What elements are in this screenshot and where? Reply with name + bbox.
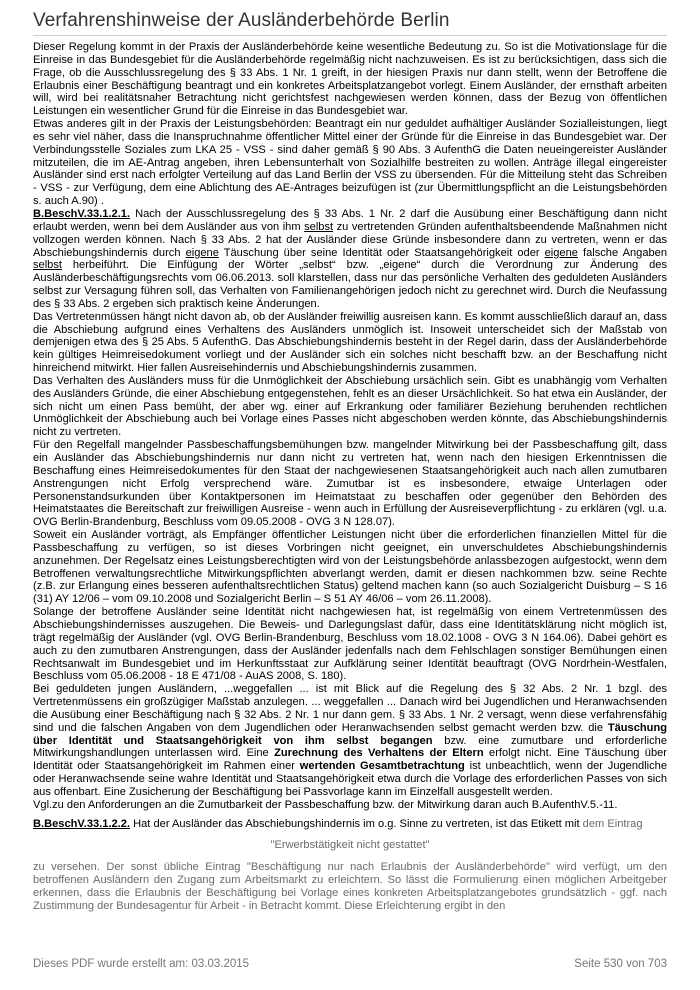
paragraph-6: Für den Regelfall mangelnder Passbeschaffungsbemühungen bzw. mangelnder Mitwirkung bei der Passbeschaffung gilt, dass ein Ausländer das Abschiebungshindernis nur dann nicht zu vertreten hat, wenn nach den hiesigen Erkenntnissen die Beschaffung eines Heimreisedokumentes für den Staat der nachgewiesenen Staatsangehörigkeit auch nach allen zumutbaren Anstrengungen nicht Erfolg versprechend wäre. Zumutbar ist es insbesondere, etwaige Unterlagen oder Personenstandsurkunden über Kontaktpersonen im Heimatstaat zu beschaffen oder gegenüber den Behörden des Heimatstaates die Bereitschaft zur freiwilligen Ausreise - wenn auch in Erfüllung der Ausreiseverpflichtung - zu erklären (vgl. u.a. OVG Berlin-Brandenburg, Beschluss vom 09.05.2008 - OVG 3 N 128.07). bbox=[33, 439, 667, 529]
paragraph-9: Bei geduldeten jungen Ausländern, ...weggefallen ... ist mit Blick auf die Regelung des § 32 Abs. 2 Nr. 1 bzgl. des Vertretenmüssens ein großzügiger Maßstab anzulegen. ... weggefallen ... Danach wird bei Jugendlichen und Heranwachsenden die Ausübung einer Beschäftigung nach § 32 Abs. 2 Nr. 1 nur dann gem. § 33 Abs. 1 Nr. 2 versagt, wenn diese verfahrensfähig sind und die falschen Angaben von dem Jugendlichen oder Heranwachsenden selbst gemacht werden bzw. die Täuschung über Identität und Staatsangehörigkeit von ihm selbst begangen bzw. eine zumutbare und erforderliche Mitwirkungshandlungen unterlassen wird. Eine Zurechnung des Verhaltens der Eltern erfolgt nicht. Eine Täuschung über Identität oder Staatsangehörigkeit im Rahmen einer wertenden Gesamtbetrachtung ist unbeachtlich, wenn der Jugendliche oder Heranwachsende seine wahre Identität und Staatsangehörigkeit etwa durch die Vorlage des erforderlichen Passes von sich aus offenbart. Eine Zusicherung der Beschäftigung bei Passvorlage kann im Einzelfall ausgestellt werden. bbox=[33, 683, 667, 798]
paragraph-8: Solange der betroffene Ausländer seine Identität nicht nachgewiesen hat, ist regelmäßig von einem Vertretenmüssen des Abschiebungshindernisses auszugehen. Die Beweis- und Darlegungslast dafür, dass eine Identitätsklärung nicht möglich ist, trägt regelmäßig der Ausländer (vgl. OVG Berlin-Brandenburg, Beschluss vom 18.02.1008 - OVG 3 N 164.06). Dabei gehört es auch zu den zumutbaren Anstrengungen, dass der Ausländer jedenfalls nach dem Fehlschlagen sonstiger Bemühungen einen Rechtsanwalt im Bundesgebiet und im Herkunftsstaat zur Aufklärung seiner Identität beauftragt (OVG Nordrhein-Westfalen, Beschluss vom 05.06.2008 - 18 E 471/08 - AuAS 2008, S. 180). bbox=[33, 606, 667, 683]
etikett-entry-quote: "Erwerbstätigkeit nicht gestattet" bbox=[270, 839, 430, 852]
paragraph-4: Das Vertretenmüssen hängt nicht davon ab, ob der Ausländer freiwillig ausreisen kann. Es kommt ausschließlich darauf an, dass die Abschiebung aufgrund eines Verhaltens des Ausländers unmöglich ist. Insoweit unterscheidet sich der Maßstab von demjenigen etwa des § 25 Abs. 5 AufenthG. Das Abschiebungshindernis besteht in der Regel darin, dass der Ausländerbehörde kein gültiges Heimreisedokument vorliegt und der Ausländer sich ein solches nicht beschafft bzw. an der Beschaffung nicht hinreichend mitwirkt. Hier fallen Ausreisehindernis und Abschiebungshindernis zusammen. bbox=[33, 310, 667, 375]
creation-date: Dieses PDF wurde erstellt am: 03.03.2015 bbox=[33, 958, 250, 970]
title-divider bbox=[33, 35, 667, 36]
paragraph-5: Das Verhalten des Ausländers muss für die Unmöglichkeit der Abschiebung ursächlich sein. Gibt es unabhängig vom Verhalten des Ausländers Gründe, die einer Abschiebung entgegenstehen, fehlt es an dieser Ursächlichkeit. So hat etwa ein Ausländer, der sich nicht um einen Pass bemüht, der aber wg. einer auf Erkrankung oder familiärer Beziehung beruhenden rechtlichen Unmöglichkeit der Abschiebung auch bei Vorlage eines Passes nicht abgeschoben werden könnte, das Abschiebungshindernis nicht zu vertreten. bbox=[33, 374, 667, 439]
paragraph-1: Dieser Regelung kommt in der Praxis der Ausländerbehörde keine wesentliche Bedeutung zu. So ist die Motivationslage für die Einreise in das Bundesgebiet für die Ausländerbehörde regelmäßig nicht nachzuweisen. Es ist zu berücksichtigen, dass sich die Frage, ob die Ausschlussregelung des § 33 Abs. 1 Nr. 1 greift, in der hiesigen Praxis nur dann stellt, wenn der Betroffene die Erlaubnis einer Beschäftigung beantragt und ein konkretes Arbeitsplatzangebot vorlegt. Einem Ausländer, der ernsthaft arbeiten will, wird bei realitätsnaher Betrachtung nicht gerichtsfest nachgewiesen werden können, dass der Bezug von öffentlichen Leistungen ein wesentlicher Grund für die Einreise in das Bundesgebiet war. bbox=[33, 41, 667, 118]
page-footer bbox=[33, 958, 667, 970]
page-number: Seite 530 von 703 bbox=[574, 958, 667, 970]
section-reference: B.BeschV.33.1.2.1. bbox=[33, 207, 131, 220]
paragraph-3: B.BeschV.33.1.2.1. Nach der Ausschlussregelung des § 33 Abs. 1 Nr. 2 darf die Ausübung einer Beschäftigung dann nicht erlaubt werden, wenn bei dem Ausländer aus von ihm selbst zu vertretenden Gründen aufenthaltsbeendende Maßnahmen nicht vollzogen werden können. Nach § 33 Abs. 2 hat der Ausländer diese Gründe insbesondere dann zu vertreten, wenn er das Abschiebungshindernis durch eigene Täuschung über seine Identität oder Staatsangehörigkeit oder eigene falsche Angaben selbst herbeiführt. Die Einfügung der Wörter „selbst“ bzw. „eigene“ durch die Verordnung zur Änderung des Ausländerbeschäftigungsrechts vom 06.06.2013. soll klarstellen, dass nur das persönliche Verhalten des geduldeten Ausländers selbst zur Versagung führen soll, das Verhalten von Familienangehörigen jedoch nicht zu gerechnet wird. Durch die Neufassung des § 33 Abs. 2 ergeben sich praktisch keine Änderungen. bbox=[33, 207, 668, 310]
document-body bbox=[33, 41, 667, 913]
section-reference: B.BeschV.33.1.2.2. bbox=[33, 817, 131, 830]
paragraph-12: zu versehen. Der sonst übliche Eintrag "Beschäftigung nur nach Erlaubnis der Ausländerbehörde" wird verfügt, um den betroffenen Ausländern den Zugang zum Arbeitsmarkt zu erleichtern. So lässt die Formulierung einen möglichen Arbeitgeber erkennen, dass die Erlaubnis der Beschäftigung bei Vorlage eines konkreten Arbeitsplatzangebotes grundsätzlich - ggf. nach Zustimmung der Bundesagentur für Arbeit - in Betracht kommt. Diese Erleichterung ergibt in den bbox=[33, 861, 667, 912]
page-title: Verfahrenshinweise der Ausländerbehörde Berlin bbox=[33, 10, 450, 31]
paragraph-7: Soweit ein Ausländer vorträgt, als Empfänger öffentlicher Leistungen nicht über die erforderlichen finanziellen Mittel für die Passbeschaffung zu verfügen, so ist dieses Vorbringen nicht geeignet, ein unverschuldetes Abschiebungshindernis anzunehmen. Der Regelsatz eines Leistungsberechtigten wird von der Leistungsbehörde anlassbezogen aufgestockt, wenn dem Betroffenen verwaltungsrechtliche Mitwirkungspflichten abverlangt werden, damit er diesen nachkommen bzw. seine Rechte (z.B. zur Erlangung eines besseren aufenthaltsrechtlichen Status) geltend machen kann (so auch Sozialgericht Duisburg – S 16 (31) AY 12/06 – vom 09.10.2008 und Sozialgericht Berlin – S 51 AY 46/06 – vom 26.11.2008). bbox=[33, 529, 667, 606]
paragraph-2: Etwas anderes gilt in der Praxis der Leistungsbehörden: Beantragt ein nur geduldet aufhältiger Ausländer Sozialleistungen, liegt es sehr viel näher, dass die Inanspruchnahme öffentlicher Mittel einer der Gründe für die Einreise in das Bundesgebiet war. Der Verbindungsstelle Soziales zum LKA 25 - VSS - sind daher gemäß § 90 Abs. 3 AufenthG die Daten neueingereister Ausländer mitzuteilen, die im AE-Antrag angeben, ihren Lebensunterhalt von Sozialhilfe bestreiten zu wollen. Anträge illegal eingereister Ausländer sind erst nach erfolgter Verteilung auf das Land Berlin der VSS zu übersenden. Für die Mitteilung steht das Schreiben - VSS - zur Verfügung, dem eine Ablichtung des AE-Antrages beizufügen ist (zur Übermittlungspflicht an die Leistungsbehörden s. auch A.90) . bbox=[33, 118, 667, 208]
paragraph-10: Vgl.zu den Anforderungen an die Zumutbarkeit der Passbeschaffung bzw. der Mitwirkung daran auch B.AufenthV.5.-11. bbox=[33, 798, 618, 811]
paragraph-11: B.BeschV.33.1.2.2. Hat der Ausländer das Abschiebungshindernis im o.g. Sinne zu vertreten, ist das Etikett mit dem Eintrag bbox=[33, 817, 643, 830]
